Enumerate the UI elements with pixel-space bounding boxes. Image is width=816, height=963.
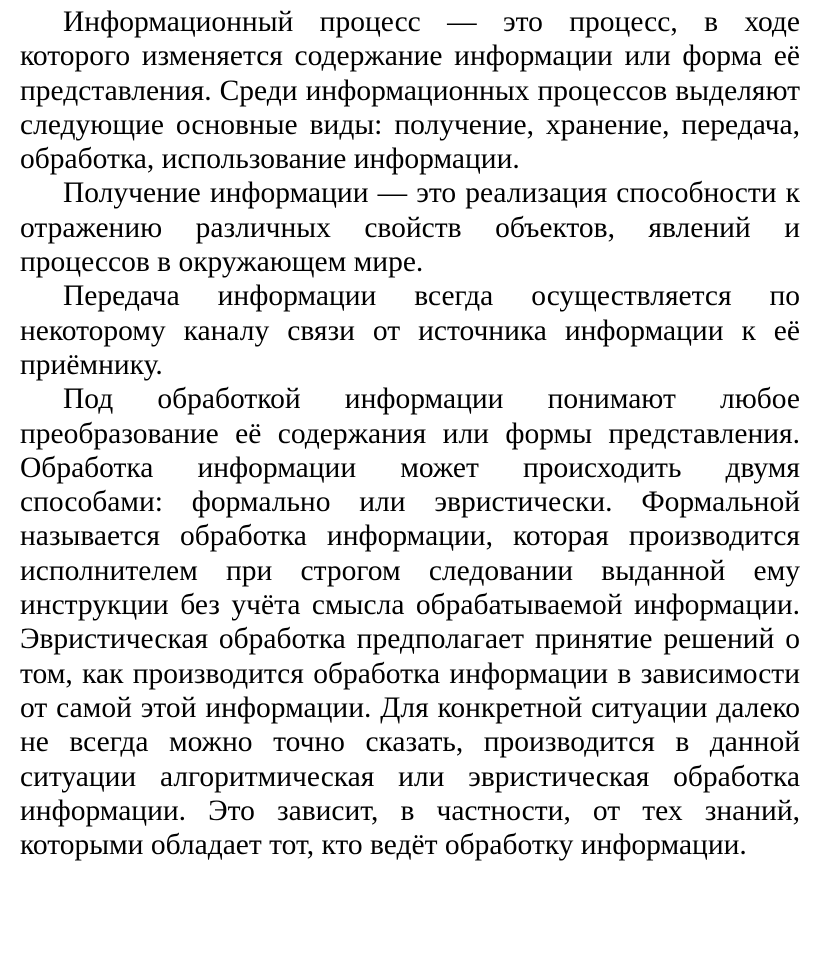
paragraph-processing-information: Под обработкой информации понимают любое преобразование её содержания или формы представления. Обработка информации может происходить двумя способами: формально или эвристически. Формальной называется обработка информации, которая производится исполнителем при строгом следовании выданной ему инструкции без учёта смысла обрабатываемой информации. Эвристическая обработка предполагает принятие решений о том, как производится обработка информации в зависимости от самой этой информации. Для конкретной ситуации далеко не всегда можно точно сказать, производится в данной ситуации алгоритмическая или эвристическая обработка информации. Это зависит, в частности, от тех знаний, которыми обладает тот, кто ведёт обработку информации. — [20, 383, 800, 862]
paragraph-information-process: Информационный процесс — это процесс, в ходе которого изменяется содержание информации или форма её представления. Среди информационных процессов выделяют следующие основные виды: получение, хранение, передача, обработка, использование информации. — [20, 6, 800, 176]
paragraph-transmitting-information: Передача информации всегда осуществляется по некоторому каналу связи от источника информации к её приёмнику. — [20, 280, 800, 381]
paragraph-receiving-information: Получение информации — это реализация способности к отражению различных свойств объектов, явлений и процессов в окружающем мире. — [20, 177, 800, 279]
